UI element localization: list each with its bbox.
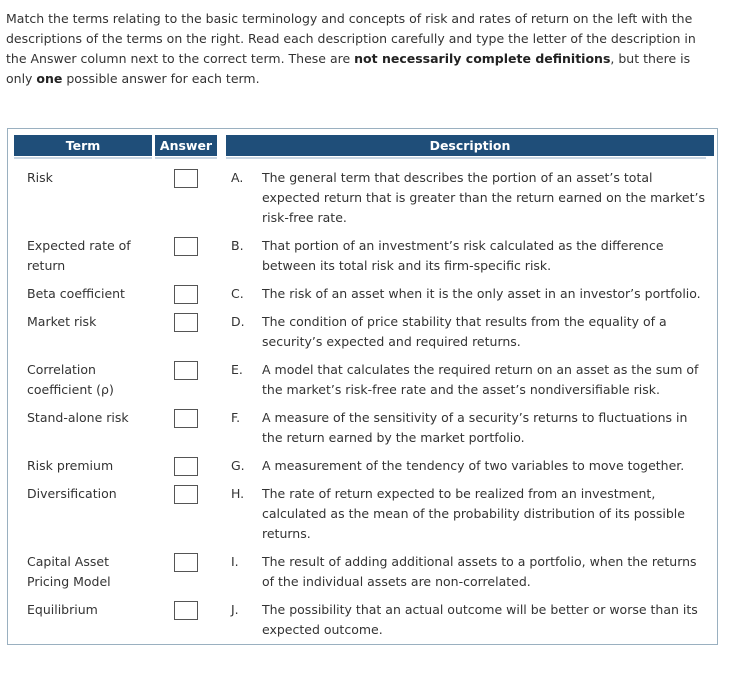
instructions-text-1: Match the terms relating to the basic terminology and concepts of risk and rates of return on the left with the descriptions of the terms on the right. Read each description carefully and type the letter of the description in the Answer column next to the correct term. These are xyxy=(6,11,696,66)
instructions xyxy=(6,9,712,89)
description-d: The condition of price stability that results from the equality of a security’s expected and required returns. xyxy=(262,314,667,349)
description-letter-f: F. xyxy=(231,410,241,425)
description-i: The result of adding additional assets to a portfolio, when the returns of the individual assets are non-correlated. xyxy=(262,554,697,589)
header-answer: Answer xyxy=(155,135,217,156)
term-stand-alone-risk: Stand-alone risk xyxy=(27,410,129,425)
answer-input-capital-asset-pricing-model[interactable] xyxy=(174,553,198,572)
header-term: Term xyxy=(14,135,152,156)
description-g: A measurement of the tendency of two variables to move together. xyxy=(262,458,685,473)
answer-input-expected-rate-of-return[interactable] xyxy=(174,237,198,256)
term-market-risk: Market risk xyxy=(27,314,97,329)
header-description: Description xyxy=(226,135,714,156)
description-f: A measure of the sensitivity of a security’s returns to fluctuations in the return earned by the market portfolio. xyxy=(262,410,688,445)
instructions-bold-2: one xyxy=(36,71,63,86)
description-c: The risk of an asset when it is the only asset in an investor’s portfolio. xyxy=(262,286,701,301)
answer-input-beta-coefficient[interactable] xyxy=(174,285,198,304)
description-letter-a: A. xyxy=(231,170,244,185)
description-letter-g: G. xyxy=(231,458,245,473)
answer-input-risk-premium[interactable] xyxy=(174,457,198,476)
description-j: The possibility that an actual outcome will be better or worse than its expected outcome. xyxy=(262,602,698,637)
header-underline-term xyxy=(14,157,152,159)
description-e: A model that calculates the required return on an asset as the sum of the market’s risk-free rate and the asset’s nondiversifiable risk. xyxy=(262,362,699,397)
term-risk-premium: Risk premium xyxy=(27,458,114,473)
description-letter-h: H. xyxy=(231,486,245,501)
term-expected-rate-of-return: Expected rate of return xyxy=(27,238,131,273)
term-diversification: Diversification xyxy=(27,486,117,501)
description-letter-b: B. xyxy=(231,238,244,253)
description-h: The rate of return expected to be realized from an investment, calculated as the mean of the probability distribution of its possible returns. xyxy=(262,486,685,541)
term-equilibrium: Equilibrium xyxy=(27,602,98,617)
description-letter-j: J. xyxy=(231,602,239,617)
term-capital-asset-pricing-model: Capital Asset Pricing Model xyxy=(27,554,111,589)
term-beta-coefficient: Beta coefficient xyxy=(27,286,125,301)
header-underline-answer xyxy=(155,157,217,159)
term-correlation-coefficient: Correlation coefficient (ρ) xyxy=(27,362,114,397)
instructions-text-2: , but there is only xyxy=(6,51,691,86)
term-risk: Risk xyxy=(27,170,53,185)
answer-input-risk[interactable] xyxy=(174,169,198,188)
description-letter-c: C. xyxy=(231,286,244,301)
description-b: That portion of an investment’s risk calculated as the difference between its total risk and its firm-specific risk. xyxy=(262,238,664,273)
description-letter-e: E. xyxy=(231,362,243,377)
header-underline-description xyxy=(226,157,706,159)
answer-input-diversification[interactable] xyxy=(174,485,198,504)
description-a: The general term that describes the portion of an asset’s total expected return that is greater than the return earned on the market’s risk-free rate. xyxy=(262,170,705,225)
instructions-text-3: possible answer for each term. xyxy=(62,71,260,86)
answer-input-market-risk[interactable] xyxy=(174,313,198,332)
description-letter-i: I. xyxy=(231,554,239,569)
answer-input-equilibrium[interactable] xyxy=(174,601,198,620)
instructions-bold-1: not necessarily complete definitions xyxy=(354,51,611,66)
description-letter-d: D. xyxy=(231,314,245,329)
answer-input-stand-alone-risk[interactable] xyxy=(174,409,198,428)
answer-input-correlation-coefficient[interactable] xyxy=(174,361,198,380)
